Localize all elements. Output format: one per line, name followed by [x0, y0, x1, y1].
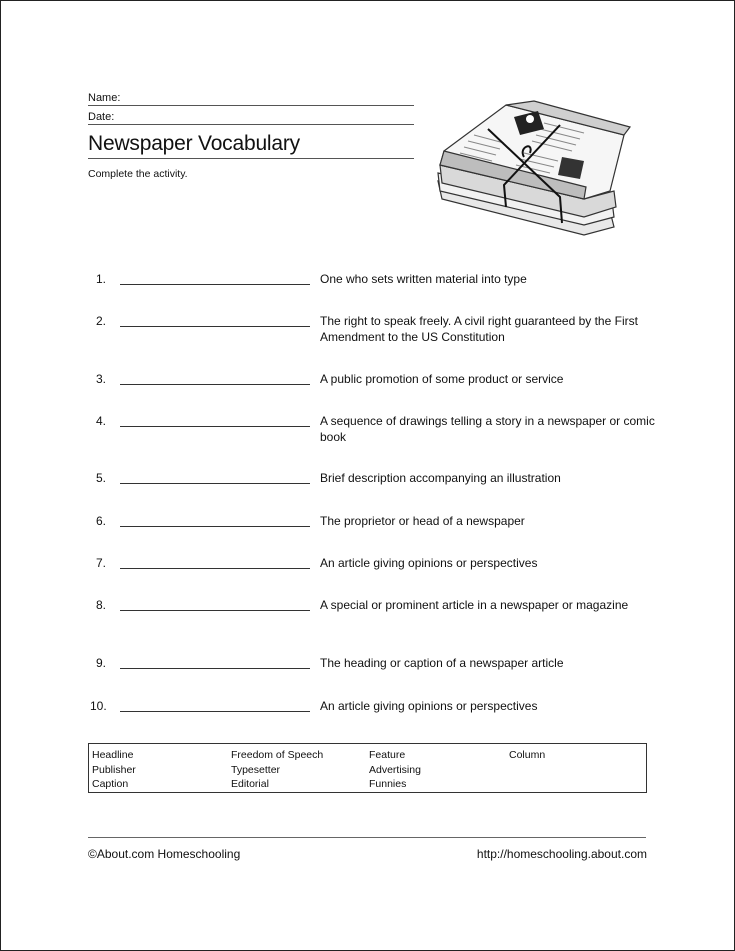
question-number: 10. — [90, 699, 107, 713]
question-number: 4. — [96, 414, 107, 428]
question-number: 9. — [96, 656, 107, 670]
name-field[interactable] — [88, 91, 414, 106]
question-number: 6. — [96, 514, 107, 528]
question-number: 3. — [96, 372, 107, 386]
answer-blank[interactable] — [120, 568, 310, 569]
word-bank-term: Column — [509, 749, 546, 761]
footer-copyright: ©About.com Homeschooling — [88, 847, 241, 861]
question-number: 2. — [96, 314, 107, 328]
question-clue: An article giving opinions or perspectives — [320, 556, 538, 570]
footer-url[interactable]: http://homeschooling.about.com — [476, 847, 647, 861]
word-bank — [88, 743, 647, 793]
answer-blank[interactable] — [120, 284, 310, 285]
question-clue: Brief description accompanying an illustration — [320, 471, 561, 485]
question-clue: The proprietor or head of a newspaper — [320, 514, 525, 528]
question-clue: A special or prominent article in a newspaper or magazine — [320, 598, 629, 612]
word-bank-column-1 — [92, 748, 136, 792]
word-bank-term: Advertising — [369, 763, 421, 776]
question-number: 5. — [96, 471, 107, 485]
answer-blank[interactable] — [120, 483, 310, 484]
word-bank-term: Publisher — [92, 763, 136, 776]
answer-blank[interactable] — [120, 526, 310, 527]
question-number: 8. — [96, 598, 107, 612]
word-bank-term: Funnies — [369, 778, 407, 790]
question-number: 7. — [96, 556, 107, 570]
page-title: Newspaper Vocabulary — [88, 131, 414, 159]
newspaper-stack-icon — [434, 95, 634, 245]
word-bank-column-2 — [231, 748, 323, 792]
question-number: 1. — [96, 272, 107, 286]
question-clue: An article giving opinions or perspectives — [320, 699, 538, 713]
word-bank-term: Freedom of Speech — [231, 749, 324, 761]
footer-divider — [88, 837, 646, 838]
word-bank-term: Caption — [92, 778, 129, 790]
word-bank-term: Feature — [369, 749, 406, 761]
word-bank-term: Headline — [92, 749, 134, 761]
word-bank-column-3 — [369, 748, 421, 792]
question-clue: The heading or caption of a newspaper article — [320, 656, 564, 670]
answer-blank[interactable] — [120, 326, 310, 327]
answer-blank[interactable] — [120, 668, 310, 669]
question-clue: One who sets written material into type — [320, 272, 527, 286]
word-bank-term: Typesetter — [231, 763, 281, 776]
word-bank-column-4 — [509, 748, 545, 763]
name-label: Name: — [88, 92, 121, 104]
date-field[interactable] — [88, 110, 414, 125]
word-bank-term: Editorial — [231, 778, 269, 790]
answer-blank[interactable] — [120, 384, 310, 385]
question-clue: The right to speak freely. A civil right guaranteed by the First Amendment to the US Constitution — [320, 314, 638, 344]
date-label: Date: — [88, 111, 115, 123]
answer-blank[interactable] — [120, 610, 310, 611]
question-clue: A public promotion of some product or service — [320, 372, 564, 386]
instructions: Complete the activity. — [88, 168, 188, 180]
question-clue: A sequence of drawings telling a story in a newspaper or comic book — [320, 414, 655, 444]
answer-blank[interactable] — [120, 426, 310, 427]
answer-blank[interactable] — [120, 711, 310, 712]
